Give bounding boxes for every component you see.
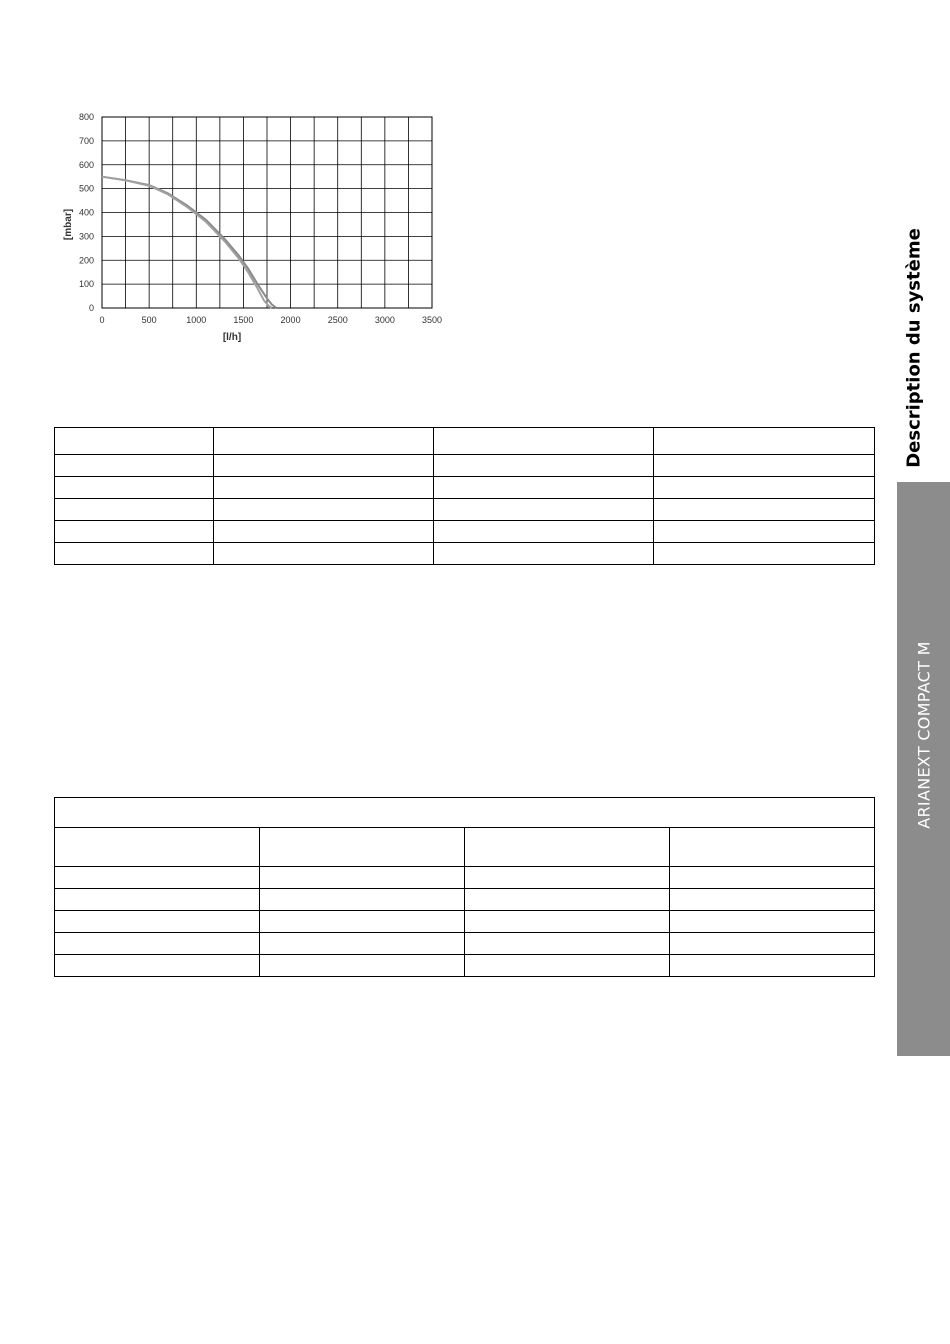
table-cell [55, 828, 260, 867]
table-cell [670, 911, 875, 933]
table-cell [260, 933, 465, 955]
table-cell [55, 911, 260, 933]
table-row [55, 521, 875, 543]
product-tab [897, 482, 950, 1056]
y-tick-label: 700 [78, 135, 94, 146]
table-cell [55, 455, 214, 477]
table-row [55, 955, 875, 977]
table-cell [55, 543, 214, 565]
x-tick-label: 2000 [280, 315, 301, 325]
table-cell [55, 867, 260, 889]
x-tick-label: 2500 [327, 315, 348, 325]
table-row [55, 933, 875, 955]
table-cell [214, 521, 434, 543]
table-cell [55, 521, 214, 543]
table-cell [214, 499, 434, 521]
x-tick-label: 3500 [421, 315, 443, 325]
table-cell [214, 543, 434, 565]
table-cell [214, 455, 434, 477]
y-tick-label: 100 [78, 279, 94, 290]
y-tick-label: 400 [78, 207, 94, 218]
table-cell [434, 428, 654, 455]
table-cell [55, 428, 214, 455]
table-row [55, 499, 875, 521]
table-cell [214, 477, 434, 499]
table-cell [465, 867, 670, 889]
table-cell [434, 543, 654, 565]
table-header-row [55, 828, 875, 867]
series-line [102, 177, 276, 308]
table-cell [670, 889, 875, 911]
table-row [55, 455, 875, 477]
table-cell [670, 828, 875, 867]
table-row [55, 543, 875, 565]
table-cell [434, 455, 654, 477]
y-axis-label: [mbar] [63, 208, 74, 241]
table-cell [465, 889, 670, 911]
y-tick-label: 800 [78, 112, 94, 122]
x-tick-label: 500 [141, 315, 157, 325]
table-cell [260, 955, 465, 977]
table-cell [214, 428, 434, 455]
table-cell [654, 499, 875, 521]
chart-grid [102, 117, 432, 308]
series-line [102, 177, 272, 308]
y-tick-label: 300 [78, 231, 94, 242]
section-title-text: Description du système [903, 227, 925, 468]
x-axis-label: [l/h] [222, 332, 242, 343]
table-cell [260, 828, 465, 867]
table-cell [465, 828, 670, 867]
pump-curve-chart [40, 100, 460, 360]
table-cell [434, 521, 654, 543]
y-tick-label: 200 [78, 255, 94, 266]
table-cell [260, 911, 465, 933]
table-row [55, 867, 875, 889]
y-tick-label: 600 [78, 159, 94, 170]
table-cell [654, 477, 875, 499]
table-cell [654, 543, 875, 565]
data-table-2 [54, 797, 875, 977]
table-cell [670, 867, 875, 889]
x-tick-label: 0 [99, 315, 105, 325]
chart-series [102, 177, 276, 308]
table-row [55, 477, 875, 499]
data-table-1 [54, 427, 875, 565]
section-title-vertical [897, 227, 931, 468]
table-title-row [55, 798, 875, 828]
table-cell [55, 933, 260, 955]
table-header-row [55, 428, 875, 455]
table-cell [434, 499, 654, 521]
table-cell [654, 521, 875, 543]
x-tick-label: 1500 [233, 315, 254, 325]
table-cell [670, 933, 875, 955]
y-tick-label: 0 [88, 303, 94, 313]
table-cell [55, 499, 214, 521]
table-cell [465, 933, 670, 955]
table-cell [260, 867, 465, 889]
table-row [55, 911, 875, 933]
table-cell [654, 428, 875, 455]
table-cell [55, 477, 214, 499]
table-cell [434, 477, 654, 499]
table-cell [654, 455, 875, 477]
table-cell [260, 889, 465, 911]
table-cell [670, 955, 875, 977]
table-title-cell [55, 798, 875, 828]
product-tab-label: ARIANEXT COMPACT M [914, 640, 933, 829]
table-cell [465, 911, 670, 933]
y-tick-label: 500 [78, 183, 94, 194]
table-row [55, 889, 875, 911]
table-cell [465, 955, 670, 977]
x-tick-label: 3000 [374, 315, 395, 325]
table-cell [55, 889, 260, 911]
table-cell [55, 955, 260, 977]
x-tick-label: 1000 [186, 315, 207, 325]
